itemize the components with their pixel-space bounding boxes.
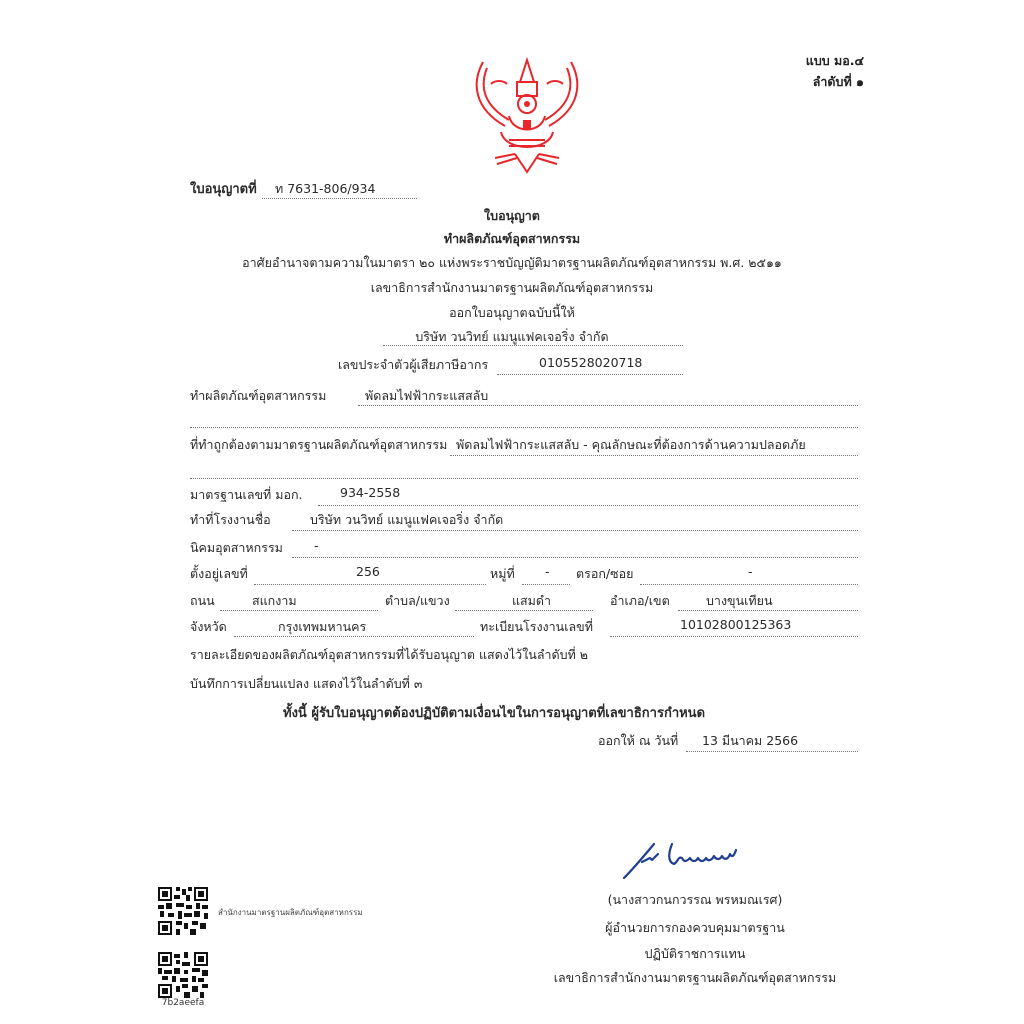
- doc-title: ใบอนุญาต: [484, 208, 540, 223]
- address-no-value: 256: [356, 564, 380, 579]
- factory-line: [292, 530, 858, 531]
- soi-value: -: [748, 564, 753, 579]
- issue-date-label: ออกให้ ณ วันที่: [598, 733, 679, 748]
- soi-label: ตรอก/ซอย: [576, 566, 634, 581]
- subdistrict-label: ตำบล/แขวง: [385, 593, 450, 608]
- district-line: [678, 610, 858, 611]
- license-no-label: ใบอนุญาตที่: [190, 182, 257, 197]
- authority-statement: อาศัยอำนาจตามความในมาตรา ๒๐ แห่งพระราชบัญญัติมาตรฐานผลิตภัณฑ์อุตสาหกรรม พ.ศ. ๒๕๑๑: [242, 255, 782, 270]
- estate-value: -: [314, 538, 319, 553]
- province-line: [234, 636, 474, 637]
- moo-line: [522, 584, 570, 585]
- company-line: [383, 345, 683, 346]
- issue-date-line: [686, 751, 858, 752]
- address-no-label: ตั้งอยู่เลขที่: [190, 566, 248, 581]
- tax-id-line: [497, 374, 683, 375]
- product-label: ทำผลิตภัณฑ์อุตสาหกรรม: [190, 388, 327, 403]
- address-no-line: [254, 584, 486, 585]
- garuda-emblem-icon: [465, 54, 589, 178]
- factory-value: บริษัท วนวิทย์ แมนูแฟคเจอริ่ง จำกัด: [310, 512, 504, 527]
- factory-reg-label: ทะเบียนโรงงานเลขที่: [480, 619, 593, 634]
- standard-line: [450, 455, 858, 456]
- signatory-office: เลขาธิการสำนักงานมาตรฐานผลิตภัณฑ์อุตสาหกรรม: [553, 970, 837, 985]
- factory-label: ทำที่โรงงานชื่อ: [190, 512, 271, 527]
- standard-line-2: [190, 478, 858, 479]
- road-line: [220, 610, 378, 611]
- qr-code-icon: [158, 952, 208, 998]
- factory-reg-line: [610, 636, 858, 637]
- district-label: อำเภอ/เขต: [610, 593, 670, 608]
- tis-no-label: มาตรฐานเลขที่ มอก.: [190, 487, 303, 502]
- signatory-position: ผู้อำนวยการกองควบคุมมาตรฐาน: [605, 920, 785, 935]
- road-label: ถนน: [190, 593, 215, 608]
- qr-code-icon: [158, 887, 208, 935]
- district-value: บางขุนเทียน: [706, 593, 773, 608]
- product-line: [358, 405, 858, 406]
- signatory-name: (นางสาวกนกวรรณ พรหมณเรศ): [607, 892, 783, 907]
- factory-reg-value: 10102800125363: [680, 617, 792, 632]
- tax-id-value: 0105528020718: [539, 355, 643, 370]
- estate-line: [292, 557, 858, 558]
- agency-name-small: สำนักงานมาตรฐานผลิตภัณฑ์อุตสาหกรรม: [218, 908, 363, 917]
- province-label: จังหวัด: [190, 619, 227, 634]
- conditions-note: ทั้งนี้ ผู้รับใบอนุญาตต้องปฏิบัติตามเงื่อนไขในการอนุญาตที่เลขาธิการกำหนด: [283, 706, 706, 721]
- license-no-line: [262, 198, 417, 199]
- moo-label: หมู่ที่: [490, 566, 515, 581]
- issue-date-value: 13 มีนาคม 2566: [702, 733, 799, 748]
- standard-value: พัดลมไฟฟ้ากระแสสลับ - คุณลักษณะที่ต้องการด้านความปลอดภัย: [456, 437, 806, 452]
- product-line-2: [190, 427, 858, 428]
- form-code: แบบ มอ.๔: [805, 53, 864, 68]
- licensee-company: บริษัท วนวิทย์ แมนูแฟคเจอริ่ง จำกัด: [415, 329, 609, 344]
- page-order: ลำดับที่ ๑: [812, 74, 864, 89]
- doc-subtitle: ทำผลิตภัณฑ์อุตสาหกรรม: [443, 231, 581, 246]
- license-no-value: ท 7631-806/934: [275, 181, 376, 196]
- signature-image: [620, 838, 770, 882]
- subdistrict-value: แสมดำ: [512, 593, 552, 608]
- details-note: รายละเอียดของผลิตภัณฑ์อุตสาหกรรมที่ได้รับอนุญาต แสดงไว้ในลำดับที่ ๒: [190, 647, 589, 662]
- soi-line: [640, 584, 858, 585]
- issuer: เลขาธิการสำนักงานมาตรฐานผลิตภัณฑ์อุตสาหกรรม: [370, 280, 654, 295]
- subdistrict-line: [455, 610, 593, 611]
- road-value: สแกงาม: [252, 593, 297, 608]
- product-value: พัดลมไฟฟ้ากระแสสลับ: [365, 388, 489, 403]
- tax-id-label: เลขประจำตัวผู้เสียภาษีอากร: [338, 357, 489, 372]
- moo-value: -: [545, 564, 550, 579]
- standard-label: ที่ทำถูกต้องตามมาตรฐานผลิตภัณฑ์อุตสาหกรรม: [190, 437, 448, 452]
- form-code-block: [806, 50, 864, 92]
- issued-to-label: ออกใบอนุญาตฉบับนี้ให้: [449, 305, 575, 320]
- qr-code-id: 7b2aeefa: [161, 998, 205, 1008]
- acting-on-behalf: ปฏิบัติราชการแทน: [644, 946, 746, 961]
- province-value: กรุงเทพมหานคร: [278, 619, 367, 634]
- changes-note: บันทึกการเปลี่ยนแปลง แสดงไว้ในลำดับที่ ๓: [190, 676, 423, 691]
- estate-label: นิคมอุตสาหกรรม: [190, 540, 283, 555]
- tis-no-value: 934-2558: [340, 485, 401, 500]
- tis-no-line: [318, 505, 858, 506]
